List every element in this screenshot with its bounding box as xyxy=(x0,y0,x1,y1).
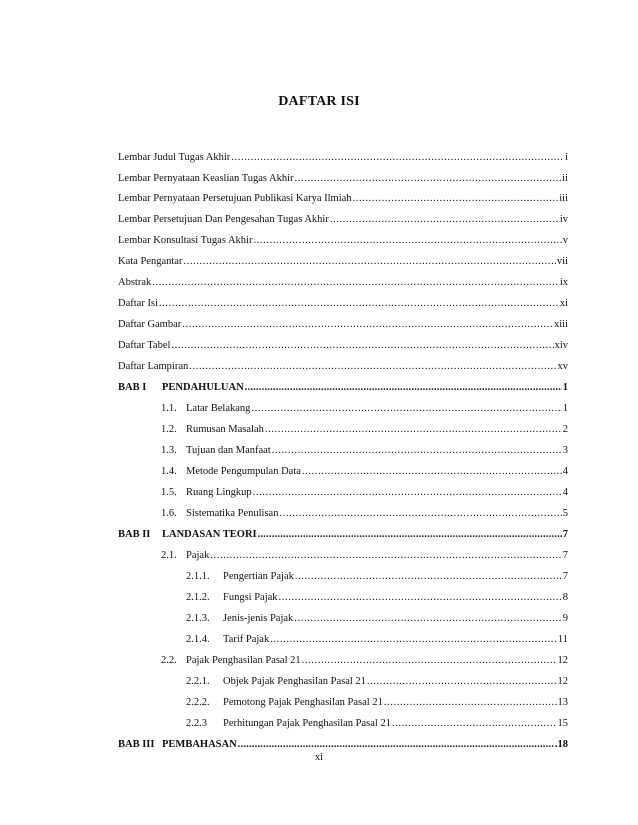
toc-subsection-2-1-4[interactable] xyxy=(186,633,568,646)
toc-entry-page: ii xyxy=(562,173,568,184)
toc-entry-page: i xyxy=(565,152,568,163)
dot-leader xyxy=(270,633,557,646)
section-title: Pajak xyxy=(186,550,210,561)
section-title: Sistematika Penulisan xyxy=(186,508,279,519)
section-title: Latar Belakang xyxy=(186,403,251,414)
toc-subsection-2-2-1[interactable] xyxy=(186,675,568,688)
toc-entry-page: 1 xyxy=(562,382,568,393)
section-number: 1.1. xyxy=(161,403,177,414)
toc-entry-publikasi[interactable] xyxy=(118,192,568,205)
dot-leader xyxy=(245,381,562,394)
toc-entry-label: Daftar Gambar xyxy=(118,319,182,330)
section-number: 1.2. xyxy=(161,424,177,435)
dot-leader xyxy=(302,654,557,667)
toc-entry-page: 5 xyxy=(562,508,568,519)
toc-entry-label: Lembar Pernyataan Persetujuan Publikasi Karya Ilmiah xyxy=(118,193,352,204)
section-number: 2.2. xyxy=(161,655,177,666)
toc-subsection-2-1-2[interactable] xyxy=(186,591,568,604)
toc-entry-page: 13 xyxy=(557,697,568,708)
chapter-heading xyxy=(118,738,237,751)
toc-section-2-1[interactable] xyxy=(161,549,568,562)
toc-entry-page: 8 xyxy=(562,592,568,603)
chapter-number: BAB II xyxy=(118,529,151,540)
subsection-number: 2.2.2. xyxy=(186,697,210,708)
subsection-heading xyxy=(186,675,366,688)
toc-section-1-1[interactable] xyxy=(161,402,568,415)
dot-leader xyxy=(302,465,562,478)
toc-entry-page: 2 xyxy=(562,424,568,435)
toc-subsection-2-1-1[interactable] xyxy=(186,570,568,583)
subsection-title: Objek Pajak Penghasilan Pasal 21 xyxy=(223,676,366,687)
toc-entry-label: Lembar Pernyataan Keaslian Tugas Akhir xyxy=(118,173,294,184)
subsection-heading xyxy=(186,633,269,646)
section-heading xyxy=(161,654,301,667)
toc-entry-daftar-lampiran[interactable] xyxy=(118,360,568,373)
dot-leader xyxy=(295,172,562,185)
toc-entry-page: .18 xyxy=(554,739,568,750)
toc-entry-label: Kata Pengantar xyxy=(118,256,183,267)
dot-leader xyxy=(279,591,562,604)
subsection-heading xyxy=(186,612,293,625)
toc-entry-page: 12 xyxy=(557,655,568,666)
chapter-title: PENDAHULUAN xyxy=(162,382,244,393)
toc-entry-page: 7 xyxy=(562,550,568,561)
section-number: 1.3. xyxy=(161,445,177,456)
dot-leader xyxy=(392,717,557,730)
dot-leader xyxy=(353,192,559,205)
dot-leader xyxy=(183,255,555,268)
section-heading xyxy=(161,507,278,520)
toc-entry-label: Lembar Konsultasi Tugas Akhir xyxy=(118,235,253,246)
dot-leader xyxy=(272,444,562,457)
section-heading xyxy=(161,402,250,415)
toc-entry-page: iv xyxy=(559,214,568,225)
page-title: DAFTAR ISI xyxy=(278,94,360,109)
toc-entry-page: 15 xyxy=(557,718,568,729)
toc-entry-pengesahan[interactable] xyxy=(118,213,568,226)
dot-leader xyxy=(238,738,554,751)
toc-entry-page: xiv xyxy=(554,340,568,351)
dot-leader xyxy=(251,402,561,415)
section-number: 1.4. xyxy=(161,466,177,477)
toc-chapter-bab-1[interactable] xyxy=(118,381,568,394)
toc-subsection-2-1-3[interactable] xyxy=(186,612,568,625)
dot-leader xyxy=(384,696,557,709)
toc-section-1-5[interactable] xyxy=(161,486,568,499)
chapter-heading xyxy=(118,528,257,541)
toc-entry-page: 4 xyxy=(562,487,568,498)
section-heading xyxy=(161,465,301,478)
subsection-number: 2.2.3 xyxy=(186,718,207,729)
toc-entry-label: Abstrak xyxy=(118,277,152,288)
dot-leader xyxy=(295,570,562,583)
dot-leader xyxy=(210,549,561,562)
toc-entry-page: 4 xyxy=(562,466,568,477)
chapter-title: PEMBAHASAN xyxy=(162,739,237,750)
subsection-title: Pengertian Pajak xyxy=(223,571,294,582)
chapter-title: LANDASAN TEORI xyxy=(162,529,257,540)
subsection-number: 2.1.1. xyxy=(186,571,210,582)
page-number: xi xyxy=(314,752,324,763)
toc-entry-page: iii xyxy=(559,193,568,204)
dot-leader xyxy=(159,297,559,310)
toc-entry-label: Daftar Lampiran xyxy=(118,361,189,372)
dot-leader xyxy=(294,612,561,625)
dot-leader xyxy=(231,151,564,164)
dot-leader xyxy=(182,318,553,331)
toc-entry-page: v xyxy=(562,235,568,246)
dot-leader xyxy=(171,339,553,352)
section-heading xyxy=(161,486,252,499)
toc-entry-page: 7 xyxy=(562,529,568,540)
section-heading xyxy=(161,423,264,436)
section-number: 1.5. xyxy=(161,487,177,498)
section-title: Pajak Penghasilan Pasal 21 xyxy=(186,655,301,666)
subsection-title: Pemotong Pajak Penghasilan Pasal 21 xyxy=(223,697,383,708)
dot-leader xyxy=(265,423,562,436)
toc-entry-konsultasi[interactable] xyxy=(118,234,568,247)
chapter-heading xyxy=(118,381,244,394)
section-heading xyxy=(161,444,271,457)
dot-leader xyxy=(253,486,562,499)
toc-chapter-bab-3[interactable] xyxy=(118,738,568,751)
section-number: 2.1. xyxy=(161,550,177,561)
subsection-title: Jenis-jenis Pajak xyxy=(223,613,294,624)
subsection-heading xyxy=(186,591,278,604)
toc-entry-page: 11 xyxy=(557,634,568,645)
toc-entry-daftar-isi[interactable] xyxy=(118,297,568,310)
toc-entry-daftar-gambar[interactable] xyxy=(118,318,568,331)
toc-section-2-2[interactable] xyxy=(161,654,568,667)
toc-entry-label: Lembar Persetujuan Dan Pengesahan Tugas Akhir xyxy=(118,214,329,225)
toc-entry-kata-pengantar[interactable] xyxy=(118,255,568,268)
toc-section-1-4[interactable] xyxy=(161,465,568,478)
subsection-number: 2.1.2. xyxy=(186,592,210,603)
toc-section-1-6[interactable] xyxy=(161,507,568,520)
toc-entry-page: 7 xyxy=(562,571,568,582)
dot-leader xyxy=(258,528,562,541)
dot-leader xyxy=(253,234,561,247)
subsection-heading xyxy=(186,717,391,730)
toc-entry-page: 3 xyxy=(562,445,568,456)
toc-entry-page: xv xyxy=(557,361,568,372)
toc-subsection-2-2-3[interactable] xyxy=(186,717,568,730)
toc-entry-page: vii xyxy=(556,256,568,267)
toc-entry-label: Lembar Judul Tugas Akhir xyxy=(118,152,231,163)
section-title: Ruang Lingkup xyxy=(186,487,252,498)
section-heading xyxy=(161,549,209,562)
dot-leader xyxy=(367,675,557,688)
toc-entry-page: 9 xyxy=(562,613,568,624)
chapter-number: BAB III xyxy=(118,739,155,750)
toc-entry-abstrak[interactable] xyxy=(118,276,568,289)
dot-leader xyxy=(152,276,559,289)
toc-entry-label: Daftar Isi xyxy=(118,298,158,309)
toc-section-1-3[interactable] xyxy=(161,444,568,457)
toc-chapter-bab-2[interactable] xyxy=(118,528,568,541)
subsection-title: Tarif Pajak xyxy=(223,634,270,645)
section-title: Metode Pengumpulan Data xyxy=(186,466,301,477)
subsection-heading xyxy=(186,570,294,583)
toc-entry-page: xiii xyxy=(553,319,568,330)
section-title: Rumusan Masalah xyxy=(186,424,264,435)
chapter-number: BAB I xyxy=(118,382,147,393)
toc-entry-page: xi xyxy=(559,298,568,309)
section-title: Tujuan dan Manfaat xyxy=(186,445,271,456)
dot-leader xyxy=(279,507,561,520)
subsection-title: Fungsi Pajak xyxy=(223,592,278,603)
subsection-number: 2.1.3. xyxy=(186,613,210,624)
subsection-heading xyxy=(186,696,383,709)
section-number: 1.6. xyxy=(161,508,177,519)
toc-entry-label: Daftar Tabel xyxy=(118,340,171,351)
toc-entry-keaslian[interactable] xyxy=(118,172,568,185)
toc-entry-judul[interactable] xyxy=(118,151,568,164)
toc-entry-page: ix xyxy=(559,277,568,288)
toc-subsection-2-2-2[interactable] xyxy=(186,696,568,709)
toc-section-1-2[interactable] xyxy=(161,423,568,436)
dot-leader xyxy=(189,360,556,373)
subsection-number: 2.2.1. xyxy=(186,676,210,687)
subsection-title: Perhitungan Pajak Penghasilan Pasal 21 xyxy=(223,718,391,729)
toc-entry-page: 1 xyxy=(562,403,568,414)
dot-leader xyxy=(330,213,559,226)
subsection-number: 2.1.4. xyxy=(186,634,210,645)
toc-entry-daftar-tabel[interactable] xyxy=(118,339,568,352)
toc-entry-page: 12 xyxy=(557,676,568,687)
